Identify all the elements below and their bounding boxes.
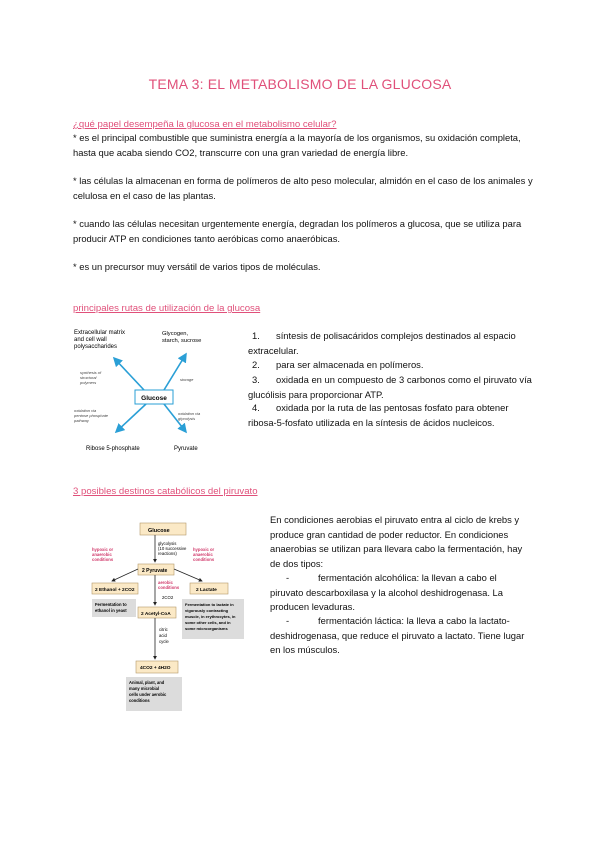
hypoxic-left-label: hypoxic or (92, 547, 114, 552)
paragraph-atp: * cuando las células necesitan urgentemente energía, degradan los polímeros a glucosa, que se utiliza para producir ATP en condiciones tanto aeróbicas como anaeróbicas. (73, 218, 522, 244)
paragraph-storage: * las células la almacenan en forma de polímeros de alto peso molecular, almidón en el caso de los animales y celulosa en el caso de las plantas. (73, 175, 533, 201)
svg-text:acid: acid (159, 633, 167, 638)
pyruvate-label: Pyruvate (174, 446, 198, 452)
paragraph-precursor: * es un precursor muy versátil de varios tipos de moléculas. (73, 261, 321, 272)
svg-text:glycolysis: glycolysis (178, 416, 196, 421)
co2-label: 2CO2 (162, 595, 174, 600)
page-title: TEMA 3: EL METABOLISMO DE LA GLUCOSA (148, 76, 452, 92)
aerobic-label: aerobic (158, 580, 173, 585)
pyruvate-label: 2 Pyruvate (142, 568, 168, 574)
matrix-label-1: Extracellular matrix (74, 330, 126, 336)
glucose-label: Glucose (141, 395, 167, 402)
svg-text:muscle, in erythrocytes, in: muscle, in erythrocytes, in (185, 614, 236, 619)
glucose-routes-diagram (74, 322, 234, 462)
svg-text:cycle: cycle (159, 639, 169, 644)
lactate-label: 2 Lactate (196, 588, 217, 593)
bullet-item: - fermentación alcohólica: la llevan a cabo el piruvato descarboxilasa y la alcohol deshidrogenasa. La producen levaduras. (270, 572, 503, 612)
list-item: 4. oxidada por la ruta de las pentosas fosfato para obtener ribosa-5-fosfato utilizada en la síntesis de ácidos nucleicos. (248, 402, 509, 428)
section-heading-role: ¿qué papel desempeña la glucosa en el metabolismo celular? (73, 119, 337, 130)
list-item: 1. síntesis de polisacáridos complejos destinados al espacio extracelular. (248, 330, 516, 356)
svg-text:conditions: conditions (129, 698, 150, 703)
glycolysis-label: glycolysis (158, 541, 177, 546)
ppp-label: oxidation via (74, 408, 97, 413)
hypoxic-right-label: hypoxic or (193, 547, 215, 552)
lactate-fermentation-label: Fermentation to lactate in (185, 602, 234, 607)
bullet-item: - fermentación láctica: la lleva a cabo la lactato-deshidrogenasa, que reduce el piruvato a lactato. Tiene lugar en los músculos. (270, 615, 525, 655)
svg-text:polymers: polymers (80, 380, 97, 385)
section-heading-routes: principales rutas de utilización de la glucosa (73, 303, 261, 314)
ethanol-label: 2 Ethanol + 2CO2 (95, 588, 135, 593)
arrow-to-matrix (114, 358, 144, 390)
synthesis-label: synthesis of (80, 370, 102, 375)
paragraph-fuel: * es el principal combustible que suministra energía a la mayoría de los organismos, su oxidación completa, hasta que acaba siendo CO2, transcurre con una gran variedad de energía libre. (73, 132, 521, 158)
list-item: 2. para ser almacenada en polímeros. (252, 359, 424, 370)
svg-text:vigorously contracting: vigorously contracting (185, 608, 229, 613)
svg-text:pentose phosphate: pentose phosphate (74, 413, 109, 418)
paragraph-pyruvate: En condiciones aerobias el piruvato entra al ciclo de krebs y produce gran cantidad de poder reductor. En condiciones anaerobias se utilizan para llevara cabo la fermentación, hay de dos tipos: (270, 514, 523, 569)
arrow-to-ribose (116, 404, 146, 432)
section-heading-pyruvate: 3 posibles destinos catabólicos del piruvato (73, 486, 258, 497)
svg-text:many microbial: many microbial (129, 686, 160, 691)
svg-text:reactions): reactions) (158, 551, 177, 556)
glycogen-label-1: Glycogen, (162, 331, 189, 337)
svg-text:cells under aerobic: cells under aerobic (129, 692, 167, 697)
svg-text:some microorganisms: some microorganisms (185, 626, 228, 631)
svg-text:starch, sucrose: starch, sucrose (162, 338, 202, 344)
list-item: 3. oxidada en un compuesto de 3 carbonos como el piruvato vía glucólisis para proporcionar ATP. (248, 374, 532, 400)
pyruvate-fates-diagram (90, 517, 245, 769)
glycolysis-label: oxidation via (178, 411, 201, 416)
svg-text:and cell wall: and cell wall (74, 337, 107, 343)
svg-text:ethanol in yeast: ethanol in yeast (95, 608, 127, 613)
svg-text:anaerobic: anaerobic (193, 552, 213, 557)
citric-label: citric (159, 627, 168, 632)
yeast-label: Fermentation to (95, 602, 127, 607)
glucose-label: Glucose (148, 528, 170, 534)
svg-text:polysaccharides: polysaccharides (74, 344, 118, 350)
aerobic-cells-label: Animal, plant, and (129, 680, 165, 685)
svg-text:(10 successive: (10 successive (158, 546, 187, 551)
svg-text:pathway: pathway (74, 418, 89, 423)
svg-text:conditions: conditions (193, 557, 215, 562)
svg-text:anaerobic: anaerobic (92, 552, 112, 557)
final-label: 4CO2 + 4H2O (140, 666, 171, 671)
svg-text:some other cells, and in: some other cells, and in (185, 620, 231, 625)
svg-text:structural: structural (80, 375, 97, 380)
acetyl-label: 2 Acetyl-CoA (141, 612, 171, 617)
ribose-label: Ribose 5-phosphate (86, 446, 140, 452)
storage-label: storage (180, 377, 194, 382)
svg-text:conditions: conditions (92, 557, 114, 562)
arrow-to-glycogen (164, 354, 186, 390)
svg-text:conditions: conditions (158, 585, 180, 590)
